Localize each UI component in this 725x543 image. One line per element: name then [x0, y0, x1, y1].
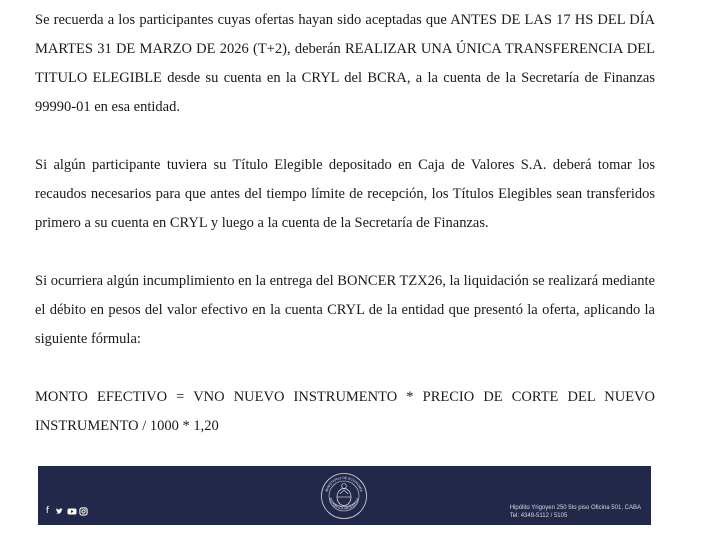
- formula-text: MONTO EFECTIVO = VNO NUEVO INSTRUMENTO * PRECIO DE CORTE DEL NUEVO INSTRUMENTO / 1000 * 1,20: [35, 389, 655, 434]
- paragraph-caja-valores: Si algún participante tuviera su Título Elegible depositado en Caja de Valores S.A. deberá tomar los recaudos necesarios para que antes del tiempo límite de recepción, los Títulos Elegibles sean transferidos primero a su cuenta en CRYL y luego a la cuenta de la Secretaría de Finanzas.: [35, 157, 655, 231]
- footer-address: [510, 504, 641, 520]
- phone-line: Tel: 4349-5112 / 5105: [509, 513, 568, 519]
- paragraph-default-liquidation: Si ocurriera algún incumplimiento en la entrega del BONCER TZX26, la liquidación se realizará mediante el débito en pesos del valor efectivo en la cuenta CRYL de la entidad que presentó la oferta, aplicando la siguiente fórmula:: [35, 273, 655, 347]
- address-line: Hipólito Yrigoyen 250 5to piso Oficina 501, CABA: [509, 505, 641, 511]
- youtube-icon[interactable]: [67, 507, 76, 516]
- twitter-icon[interactable]: [55, 507, 64, 516]
- instagram-icon[interactable]: [79, 507, 88, 516]
- seal-top-text: MINISTERIO DE ECONOMÍA: [324, 475, 364, 493]
- svg-text:REPÚBLICA ARGENTINA: [328, 497, 360, 511]
- paragraph-transfer-notice: Se recuerda a los participantes cuyas ofertas hayan sido aceptadas que ANTES DE LAS 17 HS DEL DÍA MARTES 31 DE MARZO DE 2026 (T+2), deberán REALIZAR UNA ÚNICA TRANSFERENCIA DEL TITULO ELEGIBLE desde su cuenta en la CRYL del BCRA, a la cuenta de la Secretaría de Finanzas 99990-01 en esa entidad.: [35, 12, 655, 115]
- social-links: [43, 507, 88, 516]
- facebook-icon[interactable]: f: [45, 506, 50, 516]
- document-body: [35, 6, 655, 470]
- ministry-seal-icon: [320, 472, 368, 520]
- footer-banner: [38, 466, 651, 525]
- seal-bottom-text: REPÚBLICA ARGENTINA: [328, 497, 360, 511]
